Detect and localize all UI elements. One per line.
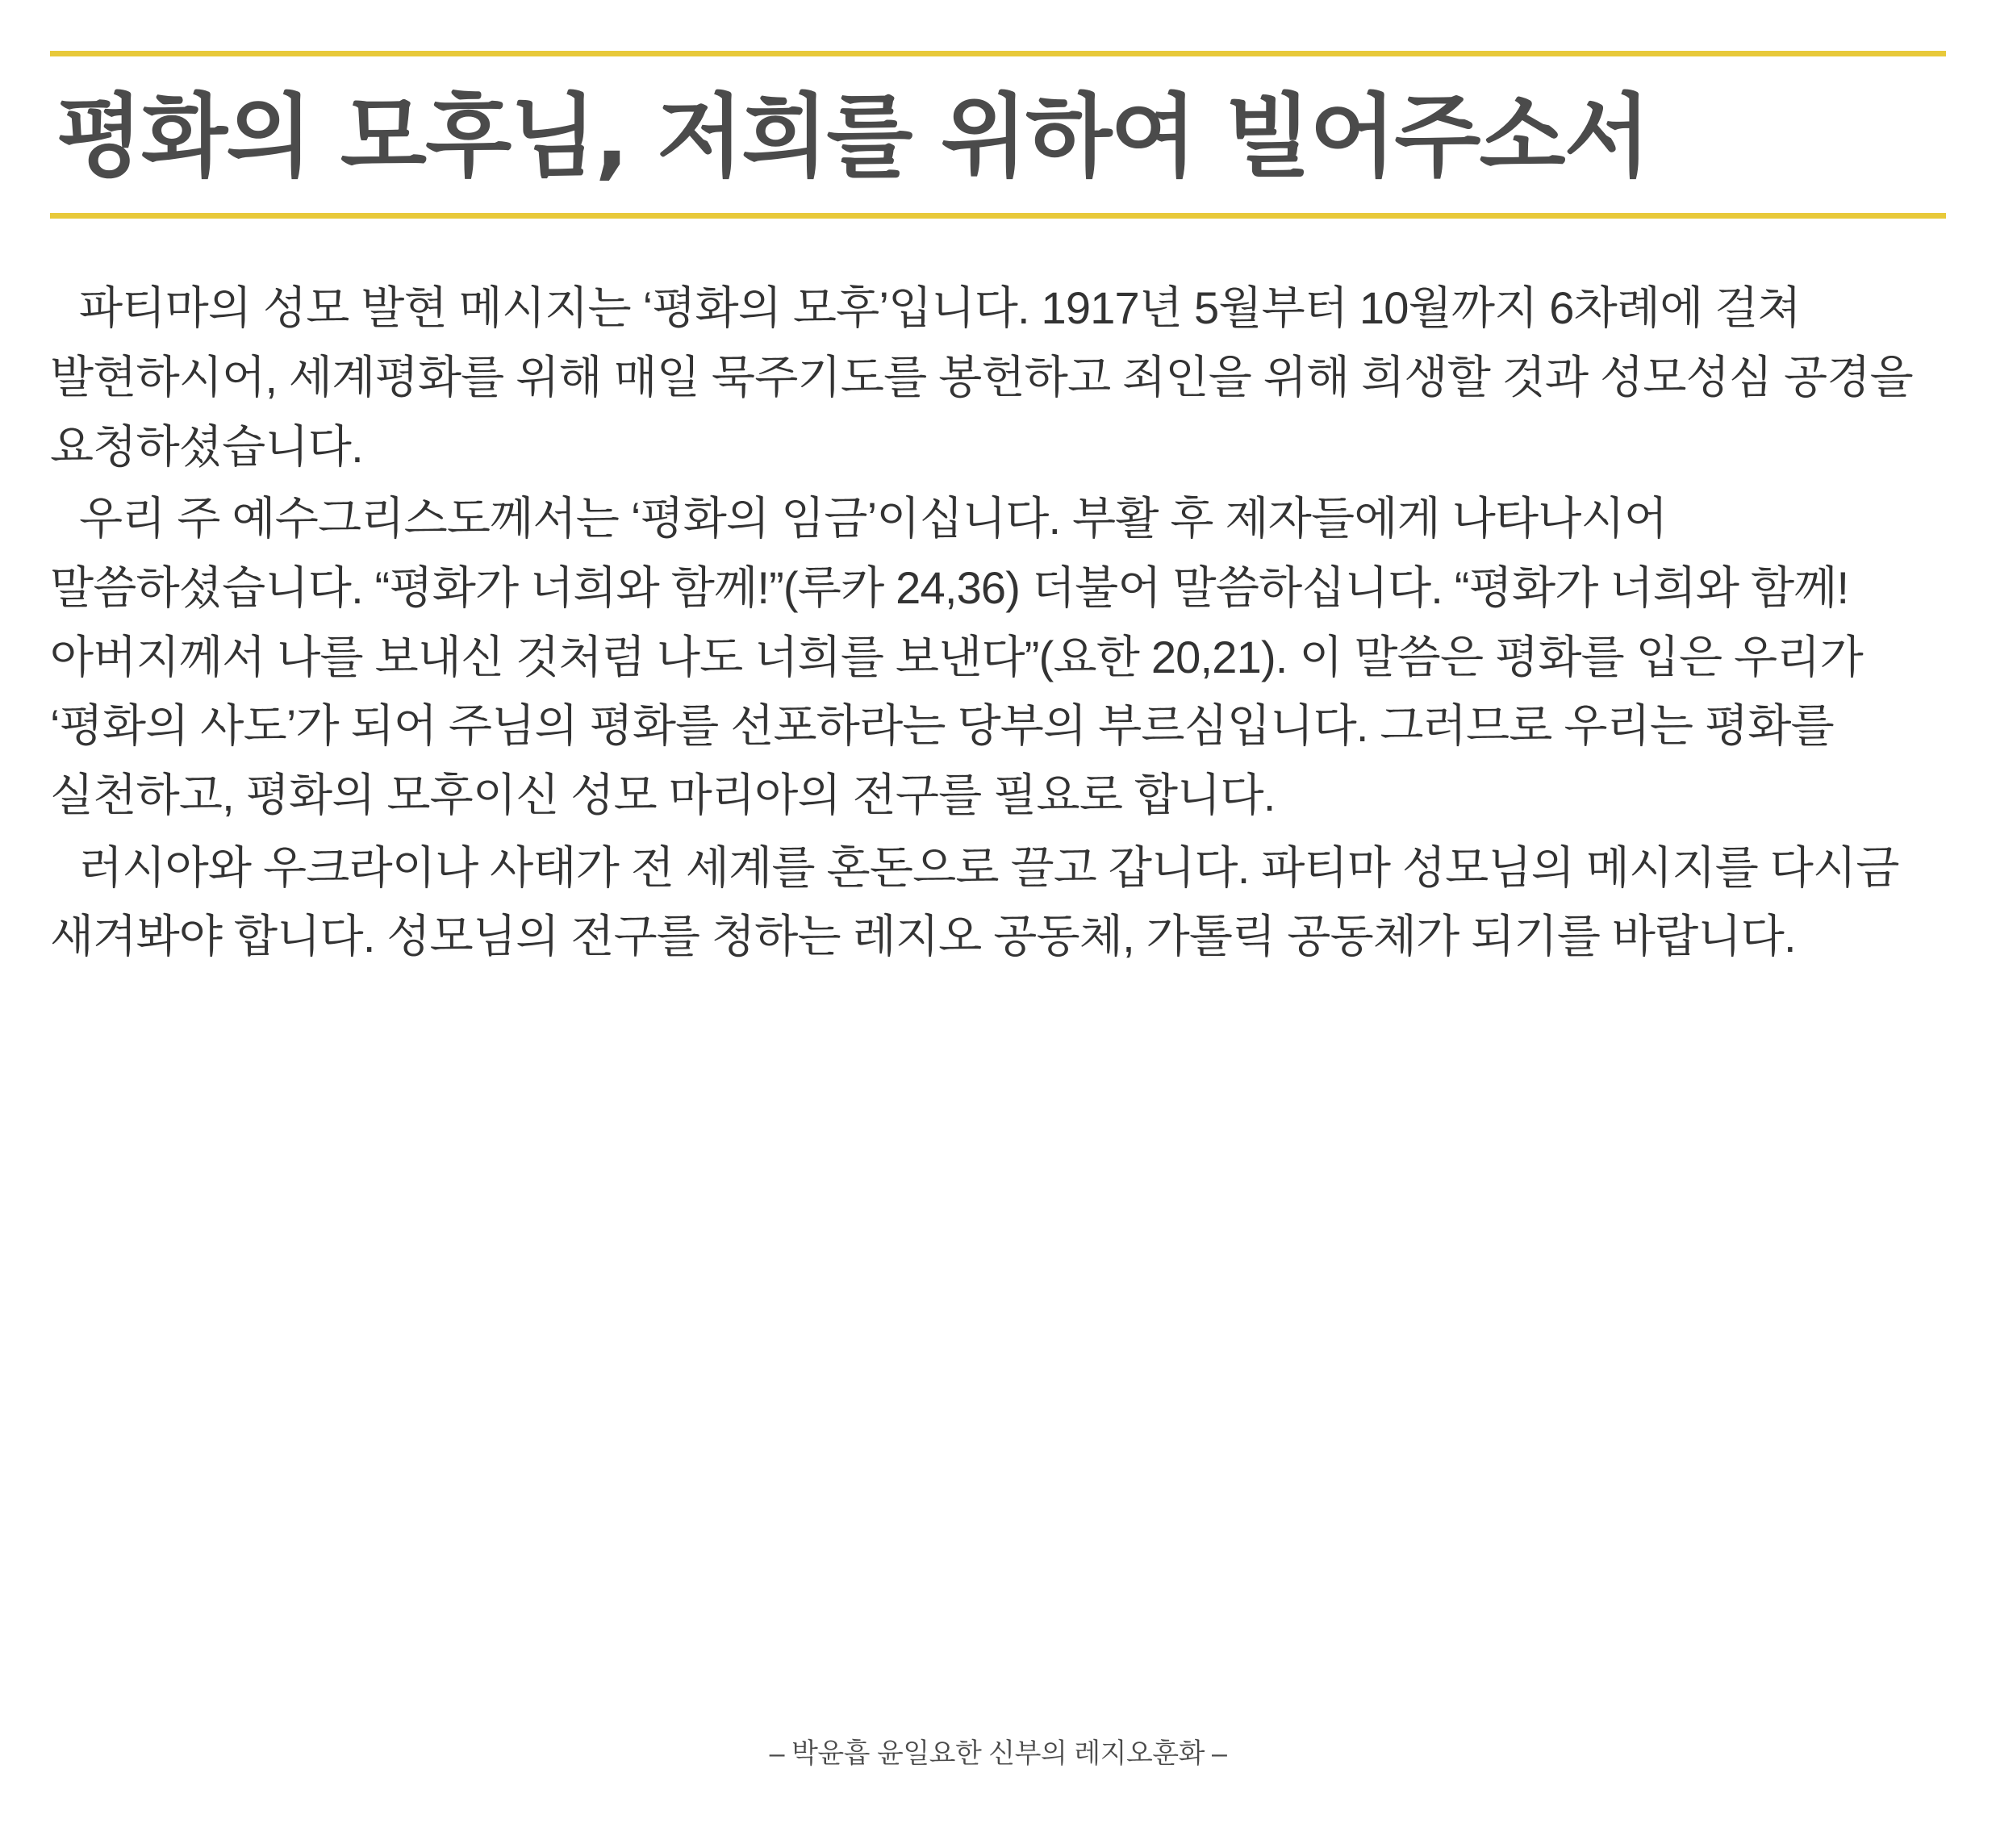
paragraph-1: 파티마의 성모 발현 메시지는 ‘평화의 모후’입니다. 1917년 5월부터 10월까지 6차례에 걸쳐 발현하시어, 세계평화를 위해 매일 묵주기도를 봉헌하고 죄인을 위해 희생할 것과 성모성심 공경을 요청하셨습니다. [50, 282, 1913, 472]
footer-attribution: – 박윤흡 윤일요한 신부의 레지오훈화 – [769, 1738, 1227, 1769]
body-text [50, 273, 1946, 971]
title-block [50, 56, 1946, 213]
paragraph-3: 러시아와 우크라이나 사태가 전 세계를 혼돈으로 끌고 갑니다. 파티마 성모님의 메시지를 다시금 새겨봐야 합니다. 성모님의 전구를 청하는 레지오 공동체, 가톨릭 공동체가 되기를 바랍니다. [50, 841, 1899, 962]
bottom-divider [50, 213, 1946, 219]
document-page [0, 51, 1996, 1848]
paragraph-2: 우리 주 예수그리스도께서는 ‘평화의 임금’이십니다. 부활 후 제자들에게 나타나시어 말씀하셨습니다. “평화가 너희와 함께!”(루카 24,36) 더불어 말씀하십니다. “평화가 너희와 함께! 아버지께서 나를 보내신 것처럼 나도 너희를 보낸다”(요한 20,21). 이 말씀은 평화를 입은 우리가 ‘평화의 사도’가 되어 주님의 평화를 선포하라는 당부의 부르심입니다. 그러므로 우리는 평화를 실천하고, 평화의 모후이신 성모 마리아의 전구를 필요로 합니다. [50, 493, 1863, 820]
top-divider [50, 51, 1946, 56]
page-title: 평화의 모후님, 저희를 위하여 빌어주소서 [56, 85, 1649, 190]
